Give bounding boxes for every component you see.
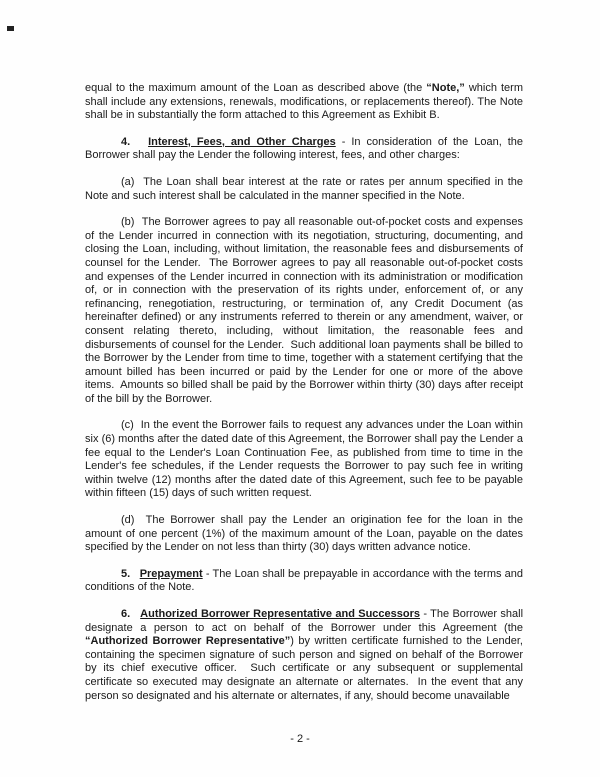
text-segment: - The Loan shall be prepayable in accordance with the terms and conditions of the Note. xyxy=(85,567,523,594)
clause-d-paragraph xyxy=(85,514,523,555)
intro-continuation-paragraph xyxy=(85,82,523,123)
text-segment: (d) The Borrower shall pay the Lender an origination fee for the loan in the amount of one percent (1%) of the maximum amount of the Loan, payable on the dates specified by the Lender on not less than thirty (30) days written advance notice. xyxy=(85,514,523,554)
text-segment: Authorized Borrower Representative and Successors xyxy=(140,608,421,620)
section-4-heading-paragraph xyxy=(85,136,523,163)
document-body xyxy=(85,82,523,716)
clause-a-paragraph xyxy=(85,176,523,203)
text-segment: - The Borrower shall designate a person to act on behalf of the Borrower under this Agreement (the xyxy=(85,608,524,634)
text-segment: (c) In the event the Borrower fails to request any advances under the Loan within six (6) months after the dated date of this Agreement, the Borrower shall pay the Lender a fee equal to the Lender's Loan Continuation Fee, as published from time to time in the Lender's fee schedules, if the Lender requests the Borrower to pay such fee in writing within twelve (12) months after the dated date of this Agreement, such fee to be payable within fifteen (15) days of such written request. xyxy=(85,419,523,500)
text-segment: - In consideration of the Loan, the Borrower shall pay the Lender the following interest, fees, and other charges: xyxy=(85,135,523,162)
clause-b-paragraph xyxy=(85,216,523,406)
section-6-heading-paragraph xyxy=(85,608,523,703)
text-segment: 6. xyxy=(121,608,141,620)
text-segment: (a) The Loan shall bear interest at the rate or rates per annum specified in the Note and such interest shall be calculated in the manner specified in the Note. xyxy=(85,175,523,202)
text-segment: (b) The Borrower agrees to pay all reasonable out-of-pocket costs and expenses of the Lender incurred in connection with its negotiation, structuring, documenting, and closing the Loan, including, without limitation, the reasonable fees and disbursements of counsel for the Lender. The Borrower agrees to pay all reasonable out-of-pocket costs and expenses of the Lender incurred in connection with its administration or modification of, or in connection with the preservation of its rights under, enforcement of, or any refinancing, renegotiation, restructuring, or termination of, any Credit Document (as hereinafter defined) or any instruments referred to therein or any amendment, waiver, or consent relating thereto, including, without limitation, the reasonable fees and disbursements of counsel for the Lender. Such additional loan payments shall be billed to the Borrower by the Lender from time to time, together with a statement certifying that the amount billed has been incurred or paid by the Lender for one or more of the above items. Amounts so billed shall be paid by the Borrower within thirty (30) days after receipt of the bill by the Borrower. xyxy=(85,216,523,405)
text-segment: Prepayment xyxy=(139,567,203,580)
scan-artifact-mark xyxy=(7,26,14,31)
text-segment: 4. xyxy=(121,135,149,148)
text-segment: 5. xyxy=(121,567,140,580)
clause-c-paragraph xyxy=(85,419,523,501)
text-segment: ) by written certificate furnished to the Lender, containing the specimen signature of such person and signed on behalf of the Borrower by its chief executive officer. Such certificate or any subsequent or supplemental certificate so executed may designate an alternate or alternates. In the event that any person so designated and his alternate or alternates, if any, should become unavailable xyxy=(85,635,523,702)
text-segment: Interest, Fees, and Other Charges xyxy=(148,135,336,148)
section-5-heading-paragraph xyxy=(85,568,523,595)
page-number: - 2 - xyxy=(290,733,310,745)
text-segment: equal to the maximum amount of the Loan as described above (the xyxy=(85,82,427,94)
text-segment: “Authorized Borrower Representative” xyxy=(85,635,291,648)
text-segment: which term shall include any extensions, renewals, modifications, or replacements thereof). The Note shall be in substantially the form attached to this Agreement as Exhibit B. xyxy=(85,82,523,122)
text-segment: “Note,” xyxy=(426,82,465,94)
